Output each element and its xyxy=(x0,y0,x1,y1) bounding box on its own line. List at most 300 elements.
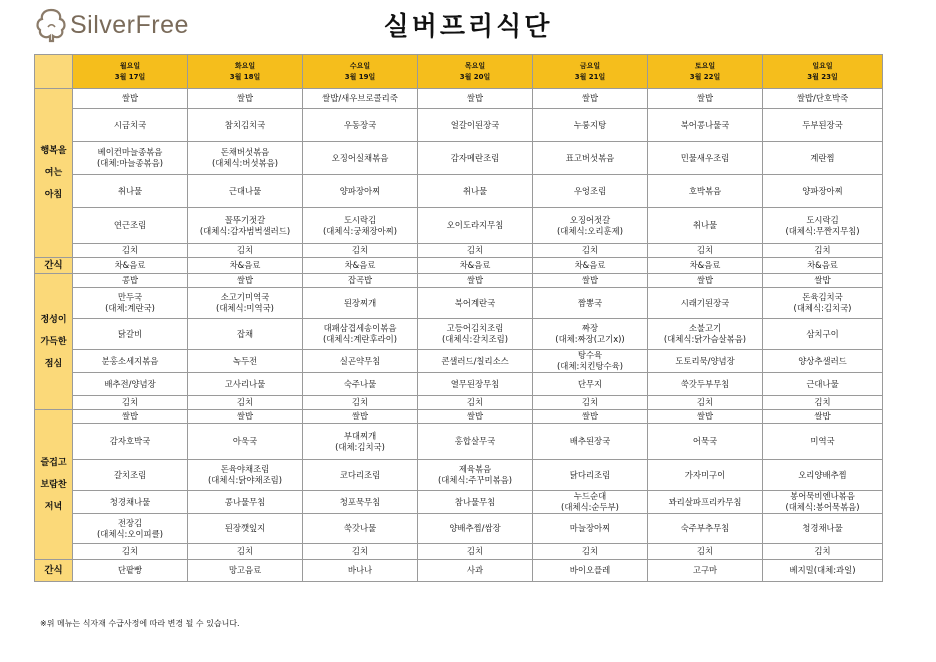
menu-cell xyxy=(418,175,533,208)
dish-alternative: (대체식:오이피클) xyxy=(97,528,163,539)
menu-cell xyxy=(73,491,188,514)
menu-cell xyxy=(73,544,188,560)
day-header xyxy=(533,55,648,89)
menu-cell xyxy=(533,175,648,208)
menu-cell xyxy=(188,288,303,319)
dish-name: 잡곡밥 xyxy=(347,275,373,285)
menu-cell xyxy=(303,288,418,319)
dish-name: 탕수육 xyxy=(577,350,603,360)
menu-cell xyxy=(533,544,648,560)
menu-cell xyxy=(418,410,533,424)
menu-cell xyxy=(763,514,883,544)
menu-cell xyxy=(73,274,188,288)
menu-cell xyxy=(533,208,648,244)
menu-cell xyxy=(418,350,533,373)
dish-name: 누드순대 xyxy=(573,491,607,501)
dish-name: 닭다리조림 xyxy=(569,469,611,480)
menu-cell xyxy=(648,175,763,208)
dish-name: 열무된장무침 xyxy=(450,378,500,389)
dish-name: 연근조림 xyxy=(113,220,147,230)
dish-name: 표고버섯볶음 xyxy=(565,152,615,163)
meal-label-line: 정성이 xyxy=(40,314,67,325)
dish-name: 김치 xyxy=(121,546,139,556)
dish-name: 감자호박국 xyxy=(109,436,151,446)
menu-row xyxy=(35,208,883,244)
menu-cell xyxy=(648,544,763,560)
menu-cell xyxy=(418,514,533,544)
menu-cell xyxy=(303,350,418,373)
menu-cell xyxy=(303,109,418,142)
meal-label xyxy=(35,89,73,258)
dish-name: 배추전/양념장 xyxy=(104,378,156,389)
dish-alternative: (대체식:갈치조림) xyxy=(442,334,508,344)
dish-name: 청경채나물 xyxy=(802,523,843,533)
day-name: 수요일 xyxy=(349,61,371,70)
menu-cell xyxy=(303,319,418,350)
menu-row xyxy=(35,319,883,350)
menu-cell xyxy=(303,89,418,109)
meal-label xyxy=(35,274,73,410)
snack-item: 차&음료 xyxy=(533,258,648,274)
dish-name: 가자미구이 xyxy=(684,469,726,480)
menu-cell xyxy=(418,142,533,175)
day-name: 월요일 xyxy=(119,61,141,70)
dish-alternative: (대체식:궁채장아찌) xyxy=(322,225,398,236)
header-row xyxy=(35,55,883,89)
dish-name: 얼갈이된장국 xyxy=(450,119,500,130)
menu-cell xyxy=(188,175,303,208)
menu-cell xyxy=(73,396,188,410)
corner-cell xyxy=(35,55,73,89)
dish-alternative: (대체식:버섯볶음) xyxy=(212,158,278,168)
snack-label: 간식 xyxy=(35,560,73,582)
dish-name: 도토리묵/양념장 xyxy=(675,355,735,366)
menu-cell xyxy=(418,396,533,410)
meal-label xyxy=(35,410,73,560)
dish-name: 쌀밥 xyxy=(696,275,714,285)
dish-name: 오리양배추찜 xyxy=(798,469,847,480)
dish-name: 양파장아찌 xyxy=(802,185,843,196)
meal-label-line: 가득한 xyxy=(40,336,67,347)
menu-row xyxy=(35,175,883,208)
day-header xyxy=(648,55,763,89)
dish-name: 취나물 xyxy=(692,220,718,230)
menu-cell xyxy=(763,410,883,424)
menu-cell xyxy=(763,424,883,460)
dish-name: 김치 xyxy=(466,245,484,255)
dish-name: 김치 xyxy=(466,397,484,407)
dish-name: 콩밥 xyxy=(121,275,139,285)
day-name: 목요일 xyxy=(464,61,486,70)
snack-item: 단팥빵 xyxy=(73,560,188,582)
dish-name: 김치 xyxy=(121,397,139,407)
dish-alternative: (대체식:미역국) xyxy=(216,303,274,313)
dish-alternative: (대체식:닭가슴살볶음) xyxy=(663,334,747,344)
dish-name: 양파장아찌 xyxy=(339,185,381,196)
dish-name: 부대찌개 xyxy=(343,430,377,441)
menu-row xyxy=(35,491,883,514)
menu-cell xyxy=(188,424,303,460)
menu-cell xyxy=(418,491,533,514)
dish-alternative: (대체:마늘종볶음) xyxy=(97,158,163,168)
menu-cell xyxy=(303,424,418,460)
dish-name: 분홍소세지볶음 xyxy=(101,355,159,366)
menu-cell xyxy=(648,460,763,491)
menu-cell xyxy=(648,244,763,258)
dish-name: 김치 xyxy=(814,397,831,407)
dish-alternative: (대체식:주꾸미볶음) xyxy=(437,475,513,485)
dish-name: 도시락김 xyxy=(806,214,839,225)
dish-name: 아욱국 xyxy=(232,436,258,446)
menu-cell xyxy=(763,175,883,208)
dish-name: 우동장국 xyxy=(343,119,377,130)
dish-name: 쌀밥 xyxy=(814,275,831,285)
menu-cell xyxy=(188,142,303,175)
dish-name: 숙주부추무침 xyxy=(680,523,730,533)
day-date: 3월 20일 xyxy=(459,72,491,81)
menu-row xyxy=(35,373,883,396)
day-header xyxy=(303,55,418,89)
menu-row xyxy=(35,350,883,373)
dish-name: 쌀밥 xyxy=(236,93,254,103)
dish-name: 짜장 xyxy=(581,323,599,333)
menu-cell xyxy=(73,109,188,142)
dish-alternative: (대체식:무짠지무침) xyxy=(785,225,860,236)
dish-name: 된장깻잎지 xyxy=(224,523,266,533)
dish-name: 닭갈비 xyxy=(117,328,143,339)
dish-name: 김치 xyxy=(581,546,599,556)
menu-cell xyxy=(648,491,763,514)
day-date: 3월 17일 xyxy=(114,72,146,81)
menu-cell xyxy=(648,350,763,373)
menu-cell xyxy=(648,396,763,410)
meal-label-line: 아침 xyxy=(44,190,63,200)
menu-cell xyxy=(533,396,648,410)
menu-cell xyxy=(73,89,188,109)
menu-cell xyxy=(418,109,533,142)
dish-name: 배추된장국 xyxy=(569,436,611,446)
meal-label-line: 여는 xyxy=(44,168,63,178)
meal-label-line: 보람찬 xyxy=(40,479,67,490)
menu-cell xyxy=(763,89,883,109)
snack-row xyxy=(35,560,883,582)
dish-name: 콘샐러드/칠리소스 xyxy=(441,355,509,366)
menu-cell xyxy=(418,544,533,560)
dish-name: 돈육야채조림 xyxy=(220,464,270,474)
dish-name: 쑥갓나물 xyxy=(343,523,377,533)
menu-cell xyxy=(418,274,533,288)
menu-cell xyxy=(418,89,533,109)
day-date: 3월 18일 xyxy=(229,72,261,81)
dish-name: 시래기된장국 xyxy=(680,297,730,308)
snack-row xyxy=(35,258,883,274)
menu-cell xyxy=(73,288,188,319)
dish-name: 잡채 xyxy=(236,328,254,339)
snack-item: 고구마 xyxy=(648,560,763,582)
menu-cell xyxy=(763,142,883,175)
menu-cell xyxy=(73,244,188,258)
menu-row xyxy=(35,274,883,288)
dish-name: 쌀밥 xyxy=(466,93,484,103)
snack-item: 망고음료 xyxy=(188,560,303,582)
dish-name: 쌀밥 xyxy=(696,93,714,103)
snack-item: 바나나 xyxy=(303,560,418,582)
page-title: 실버프리식단 xyxy=(383,12,553,42)
menu-cell xyxy=(418,424,533,460)
menu-cell xyxy=(303,373,418,396)
dish-name: 계란찜 xyxy=(810,152,835,163)
dish-name: 쌀밥 xyxy=(121,411,139,421)
dish-name: 김치 xyxy=(581,397,599,407)
dish-name: 쌀밥 xyxy=(236,411,254,421)
dish-name: 쌀밥 xyxy=(581,93,599,103)
menu-cell xyxy=(533,142,648,175)
dish-name: 꽈리살파프리카무침 xyxy=(668,496,742,507)
dish-name: 김치 xyxy=(236,397,254,407)
menu-cell xyxy=(418,244,533,258)
menu-cell xyxy=(763,288,883,319)
dish-name: 누룽지탕 xyxy=(573,119,607,130)
day-date: 3월 21일 xyxy=(574,72,606,81)
dish-name: 쌀밥 xyxy=(466,275,484,285)
dish-name: 감자메란조림 xyxy=(450,152,500,163)
dish-name: 소고기미역국 xyxy=(220,292,270,302)
day-name: 토요일 xyxy=(694,61,716,70)
menu-cell xyxy=(188,544,303,560)
dish-name: 오이도라지무침 xyxy=(446,220,504,230)
menu-cell xyxy=(188,373,303,396)
dish-name: 근대나물 xyxy=(228,185,262,196)
menu-cell xyxy=(303,410,418,424)
dish-name: 우엉조림 xyxy=(573,185,607,196)
menu-cell xyxy=(533,288,648,319)
dish-name: 김치 xyxy=(696,245,714,255)
dish-name: 쌀밥/새우브로콜리죽 xyxy=(322,93,398,103)
menu-row xyxy=(35,244,883,258)
dish-name: 소불고기 xyxy=(688,323,722,333)
menu-cell xyxy=(648,319,763,350)
meal-label-line: 점심 xyxy=(44,358,63,369)
menu-cell xyxy=(303,208,418,244)
dish-name: 양상추샐러드 xyxy=(798,355,847,366)
snack-item: 차&음료 xyxy=(648,258,763,274)
menu-cell xyxy=(648,410,763,424)
dish-alternative: (대체:김치국) xyxy=(335,441,385,452)
dish-name: 김치 xyxy=(814,546,831,556)
menu-cell xyxy=(648,274,763,288)
menu-cell xyxy=(763,396,883,410)
menu-cell xyxy=(763,491,883,514)
menu-cell xyxy=(763,109,883,142)
dish-name: 숙주나물 xyxy=(343,378,377,389)
snack-label: 간식 xyxy=(35,258,73,274)
day-header xyxy=(73,55,188,89)
menu-cell xyxy=(73,514,188,544)
menu-cell xyxy=(188,460,303,491)
menu-cell xyxy=(533,410,648,424)
menu-cell xyxy=(648,514,763,544)
day-date: 3월 22일 xyxy=(689,72,721,81)
dish-name: 짬뽕국 xyxy=(577,297,603,308)
dish-name: 도시락김 xyxy=(343,214,377,225)
dish-name: 쌀밥 xyxy=(814,411,831,421)
menu-row xyxy=(35,424,883,460)
dish-name: 쑥갓두부무침 xyxy=(680,378,730,389)
day-date: 3월 23일 xyxy=(807,72,838,81)
menu-cell xyxy=(73,460,188,491)
menu-cell xyxy=(188,319,303,350)
dish-name: 김치 xyxy=(351,245,369,255)
dish-name: 삼치구이 xyxy=(806,328,839,339)
dish-name: 갈치조림 xyxy=(113,469,147,480)
menu-cell xyxy=(303,175,418,208)
menu-cell xyxy=(73,410,188,424)
menu-row xyxy=(35,460,883,491)
dish-name: 돈채버섯볶음 xyxy=(220,147,270,157)
day-date: 3월 19일 xyxy=(344,72,376,81)
day-name: 일요일 xyxy=(812,61,833,70)
dish-name: 실곤약무침 xyxy=(339,355,381,366)
menu-cell xyxy=(533,319,648,350)
menu-cell xyxy=(763,319,883,350)
dish-name: 미역국 xyxy=(810,436,835,446)
menu-cell xyxy=(533,514,648,544)
menu-cell xyxy=(188,274,303,288)
menu-cell xyxy=(73,208,188,244)
dish-name: 참나물무침 xyxy=(454,496,496,507)
menu-cell xyxy=(73,175,188,208)
dish-name: 돈육김치국 xyxy=(802,292,843,302)
dish-name: 전장김 xyxy=(117,517,143,528)
dish-name: 민물새우조림 xyxy=(680,152,730,163)
dish-alternative: (대체식:계란후라이) xyxy=(322,334,398,344)
menu-cell xyxy=(763,460,883,491)
dish-name: 쌀밥 xyxy=(696,411,714,421)
dish-name: 쌀밥 xyxy=(581,275,599,285)
day-header xyxy=(418,55,533,89)
menu-cell xyxy=(533,350,648,373)
menu-cell xyxy=(303,396,418,410)
dish-name: 김치 xyxy=(696,397,714,407)
menu-cell xyxy=(763,350,883,373)
dish-name: 김치 xyxy=(351,546,369,556)
dish-name: 고등어김치조림 xyxy=(446,323,504,333)
menu-cell xyxy=(418,460,533,491)
dish-name: 김치 xyxy=(236,245,254,255)
dish-name: 제육볶음 xyxy=(458,464,492,474)
dish-name: 취나물 xyxy=(462,185,488,196)
menu-cell xyxy=(648,109,763,142)
snack-item: 사과 xyxy=(418,560,533,582)
dish-alternative: (대체식:봉어묵볶음) xyxy=(785,502,860,512)
menu-cell xyxy=(303,460,418,491)
menu-cell xyxy=(188,396,303,410)
menu-cell xyxy=(188,89,303,109)
dish-name: 양배추찜/쌈장 xyxy=(449,523,501,533)
day-name: 화요일 xyxy=(234,61,256,70)
dish-name: 쌀밥 xyxy=(121,93,139,103)
menu-cell xyxy=(648,288,763,319)
menu-cell xyxy=(648,208,763,244)
menu-cell xyxy=(303,142,418,175)
menu-cell xyxy=(303,491,418,514)
menu-cell xyxy=(648,373,763,396)
dish-name: 북어계란국 xyxy=(454,297,496,308)
menu-cell xyxy=(533,274,648,288)
dish-name: 청포묵무침 xyxy=(339,496,381,507)
menu-row xyxy=(35,544,883,560)
dish-alternative: (대체식:오리훈제) xyxy=(557,225,623,236)
logo-text: SilverFree xyxy=(70,10,189,39)
snack-item: 차&음료 xyxy=(418,258,533,274)
menu-cell xyxy=(533,109,648,142)
dish-name: 김치 xyxy=(236,546,254,556)
dish-name: 어묵국 xyxy=(692,436,718,446)
menu-cell xyxy=(188,491,303,514)
snack-item: 차&음료 xyxy=(763,258,883,274)
dish-name: 시금치국 xyxy=(113,119,147,130)
menu-row xyxy=(35,514,883,544)
meal-label-line: 저녁 xyxy=(44,501,63,512)
menu-cell xyxy=(533,373,648,396)
dish-name: 된장찌개 xyxy=(343,297,377,308)
dish-name: 김치 xyxy=(121,245,139,255)
menu-cell xyxy=(533,424,648,460)
menu-cell xyxy=(763,244,883,258)
dish-name: 단무지 xyxy=(577,378,603,389)
menu-cell xyxy=(73,319,188,350)
day-header xyxy=(763,55,883,89)
menu-cell xyxy=(533,491,648,514)
dish-name: 김치 xyxy=(351,397,369,407)
dish-name: 쌀밥 xyxy=(236,275,254,285)
menu-cell xyxy=(648,424,763,460)
dish-name: 김치 xyxy=(581,245,599,255)
dish-alternative: (대체식:김치국) xyxy=(793,303,852,313)
day-header xyxy=(188,55,303,89)
menu-cell xyxy=(188,244,303,258)
dish-name: 녹두전 xyxy=(232,355,258,366)
dish-name: 김치 xyxy=(814,245,831,255)
menu-cell xyxy=(763,544,883,560)
menu-row xyxy=(35,109,883,142)
menu-cell xyxy=(533,89,648,109)
menu-cell xyxy=(533,460,648,491)
dish-name: 대패삼겹세송이볶음 xyxy=(323,323,397,333)
menu-cell xyxy=(188,350,303,373)
menu-cell xyxy=(188,410,303,424)
dish-name: 고사리나물 xyxy=(224,378,266,389)
dish-name: 근대나물 xyxy=(806,378,839,389)
menu-cell xyxy=(73,424,188,460)
menu-cell xyxy=(188,514,303,544)
menu-cell xyxy=(418,208,533,244)
menu-cell xyxy=(303,544,418,560)
snack-item: 바이오플레 xyxy=(533,560,648,582)
dish-name: 오징어실채볶음 xyxy=(331,152,389,163)
menu-cell xyxy=(418,373,533,396)
dish-name: 취나물 xyxy=(117,185,143,196)
dish-alternative: (대체식:순두부) xyxy=(561,502,619,512)
day-name: 금요일 xyxy=(579,61,601,70)
menu-row xyxy=(35,396,883,410)
dish-name: 쌀밥/단호박죽 xyxy=(796,93,849,103)
dish-alternative: (대체식:감자범벅샐러드) xyxy=(199,225,291,236)
menu-cell xyxy=(763,373,883,396)
dish-name: 베이컨마늘종볶음 xyxy=(97,147,163,157)
snack-item: 차&음료 xyxy=(188,258,303,274)
dish-name: 마늘장아찌 xyxy=(569,523,611,533)
